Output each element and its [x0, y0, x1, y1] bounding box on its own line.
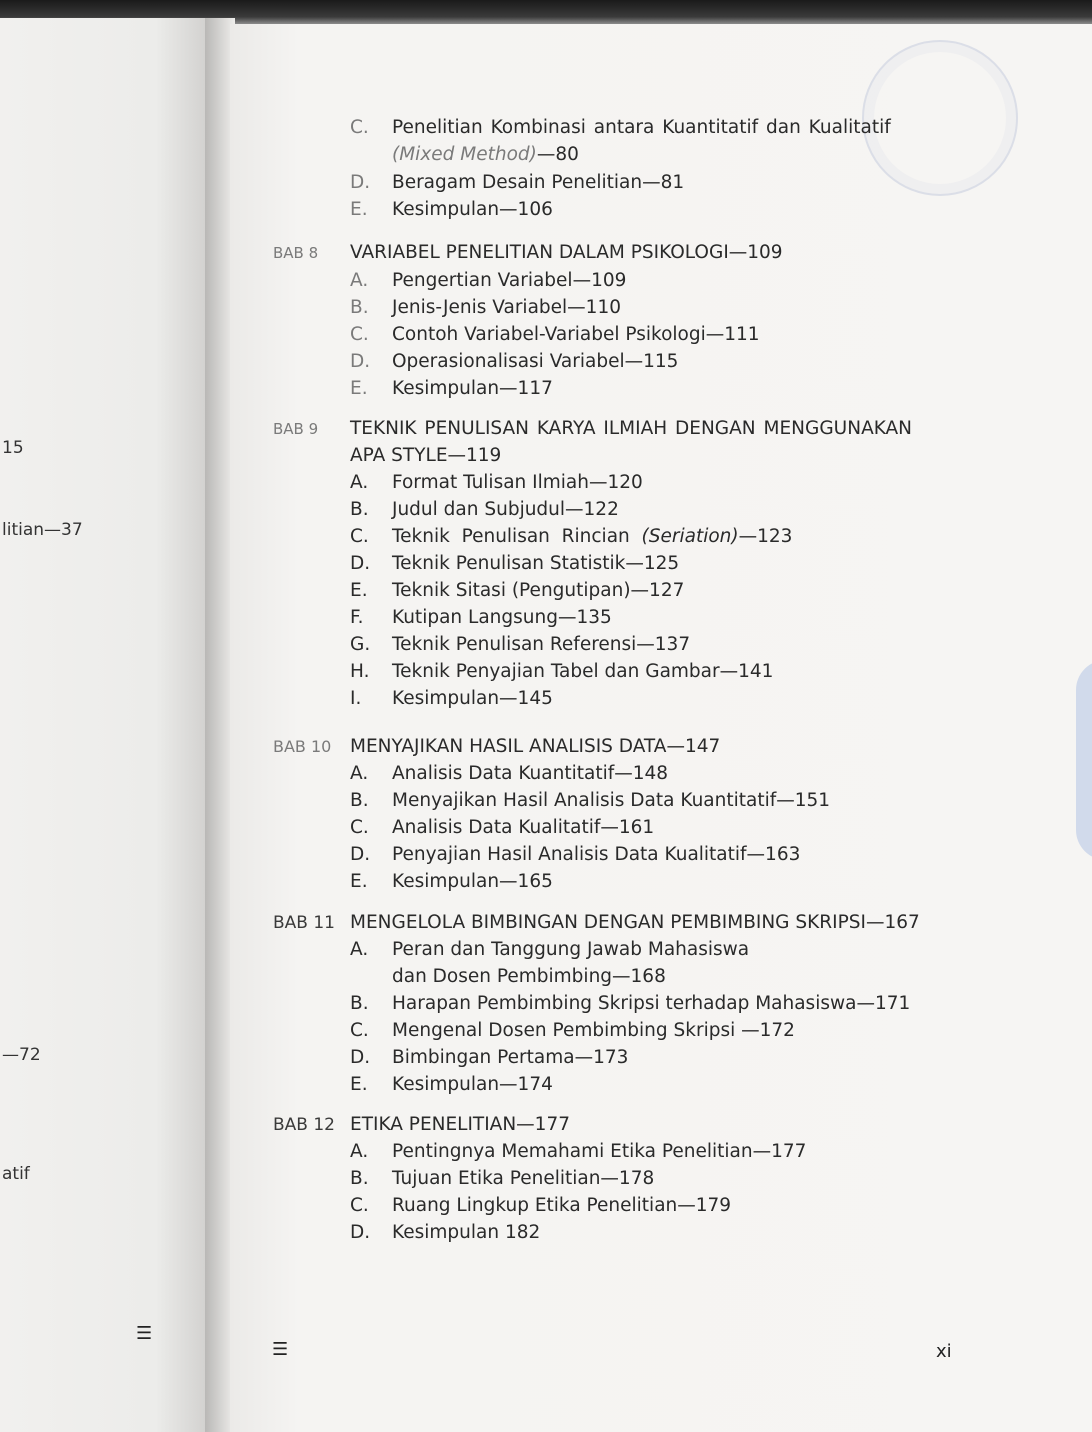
toc-item: Judul dan Subjudul—122: [392, 499, 619, 520]
toc-item-letter: C.: [350, 117, 369, 138]
toc-item-letter: D.: [350, 351, 371, 372]
left-page-fragment: atif: [2, 1164, 30, 1184]
chapter-label: BAB 8: [273, 244, 319, 262]
toc-item-letter: F.: [350, 607, 364, 628]
edge-stamp-icon: [1076, 660, 1092, 860]
toc-item-letter: G.: [350, 634, 371, 655]
left-page-fragment: litian—37: [2, 520, 83, 540]
left-page: [0, 18, 222, 1432]
toc-item: Pentingnya Memahami Etika Penelitian—177: [392, 1141, 807, 1162]
toc-item: Penyajian Hasil Analisis Data Kualitatif—163: [392, 844, 801, 865]
toc-item-letter: D.: [350, 172, 371, 193]
chapter-title-continuation: APA STYLE—119: [350, 445, 502, 466]
toc-item-letter: D.: [350, 1047, 371, 1068]
chapter-title: VARIABEL PENELITIAN DALAM PSIKOLOGI—109: [350, 242, 783, 263]
toc-item-italic: (Seriation): [641, 526, 739, 547]
toc-item-continuation: dan Dosen Pembimbing—168: [392, 966, 666, 987]
toc-item: Teknik Penyajian Tabel dan Gambar—141: [392, 661, 774, 682]
chapter-label: BAB 11: [273, 913, 335, 933]
toc-item-text: Teknik Penulisan Rincian: [392, 526, 642, 547]
publisher-logo-icon: ☰: [136, 1323, 153, 1344]
bleed-through-text: [140, 1003, 154, 1035]
toc-item: Kesimpulan—117: [392, 378, 553, 399]
chapter-title: MENGELOLA BIMBINGAN DENGAN PEMBIMBING SKRIPSI—167: [350, 912, 920, 933]
toc-item-letter: A.: [350, 763, 369, 784]
toc-item-letter: A.: [350, 270, 369, 291]
toc-item-italic: (Mixed Method): [392, 144, 537, 165]
toc-item: Mengenal Dosen Pembimbing Skripsi —172: [392, 1020, 795, 1041]
toc-item: Pengertian Variabel—109: [392, 270, 627, 291]
toc-item-page: —80: [536, 144, 579, 165]
page-number: xi: [936, 1341, 952, 1362]
toc-item-letter: B.: [350, 790, 369, 811]
toc-item: Kesimpulan—106: [392, 199, 553, 220]
chapter-title: MENYAJIKAN HASIL ANALISIS DATA—147: [350, 736, 721, 757]
toc-item: Jenis-Jenis Variabel—110: [392, 297, 621, 318]
toc-item: Analisis Data Kualitatif—161: [392, 817, 655, 838]
toc-item: Format Tulisan Ilmiah—120: [392, 472, 643, 493]
chapter-title: TEKNIK PENULISAN KARYA ILMIAH DENGAN MENGGUNAKAN: [350, 418, 913, 439]
toc-item-letter: D.: [350, 553, 371, 574]
publisher-logo-icon: ☰: [272, 1339, 289, 1360]
toc-item: Kesimpulan—145: [392, 688, 553, 709]
toc-item: Ruang Lingkup Etika Penelitian—179: [392, 1195, 732, 1216]
toc-item: Operasionalisasi Variabel—115: [392, 351, 679, 372]
toc-item-letter: B.: [350, 499, 369, 520]
toc-item-letter: C.: [350, 526, 369, 547]
toc-item: Penelitian Kombinasi antara Kuantitatif dan Kualitatif: [392, 117, 891, 138]
toc-item-letter: E.: [350, 871, 368, 892]
toc-item: Analisis Data Kuantitatif—148: [392, 763, 669, 784]
chapter-title: ETIKA PENELITIAN—177: [350, 1114, 570, 1135]
toc-item: Kesimpulan—165: [392, 871, 553, 892]
toc-item: Peran dan Tanggung Jawab Mahasiswa: [392, 939, 750, 960]
toc-item-letter: B.: [350, 993, 369, 1014]
toc-item-letter: E.: [350, 378, 368, 399]
toc-item: Menyajikan Hasil Analisis Data Kuantitatif—151: [392, 790, 831, 811]
toc-item: Beragam Desain Penelitian—81: [392, 172, 685, 193]
toc-item-letter: E.: [350, 580, 368, 601]
toc-item-letter: B.: [350, 1168, 369, 1189]
toc-item-letter: B.: [350, 297, 369, 318]
toc-item-letter: C.: [350, 1020, 369, 1041]
toc-item: Harapan Pembimbing Skripsi terhadap Mahasiswa—171: [392, 993, 911, 1014]
toc-item-letter: A.: [350, 939, 369, 960]
toc-item-letter: D.: [350, 1222, 371, 1243]
toc-item-letter: A.: [350, 1141, 369, 1162]
toc-item: Tujuan Etika Penelitian—178: [392, 1168, 655, 1189]
toc-item: [392, 526, 792, 548]
toc-item-letter: C.: [350, 817, 369, 838]
toc-item-letter: I.: [350, 688, 362, 709]
toc-item-page: —123: [738, 526, 793, 547]
toc-item-letter: D.: [350, 844, 371, 865]
chapter-label: BAB 10: [273, 737, 332, 756]
toc-item-letter: E.: [350, 1074, 368, 1095]
toc-item-letter: A.: [350, 472, 369, 493]
right-page: [230, 24, 1092, 1432]
toc-item: Kesimpulan—174: [392, 1074, 553, 1095]
toc-item: Teknik Sitasi (Pengutipan)—127: [392, 580, 685, 601]
toc-item: Kutipan Langsung—135: [392, 607, 612, 628]
left-page-fragment: —72: [2, 1045, 41, 1065]
toc-item: Teknik Penulisan Referensi—137: [392, 634, 691, 655]
toc-item-continuation: [392, 144, 579, 166]
toc-item: Kesimpulan 182: [392, 1222, 541, 1243]
left-page-fragment: 15: [2, 438, 24, 458]
toc-item-letter: C.: [350, 324, 369, 345]
toc-item: Teknik Penulisan Statistik—125: [392, 553, 680, 574]
chapter-label: BAB 9: [273, 420, 319, 438]
toc-item-letter: E.: [350, 199, 368, 220]
chapter-label: BAB 12: [273, 1115, 335, 1135]
toc-item: Contoh Variabel-Variabel Psikologi—111: [392, 324, 760, 345]
toc-item-letter: H.: [350, 661, 370, 682]
toc-item-letter: C.: [350, 1195, 369, 1216]
toc-item: Bimbingan Pertama—173: [392, 1047, 629, 1068]
